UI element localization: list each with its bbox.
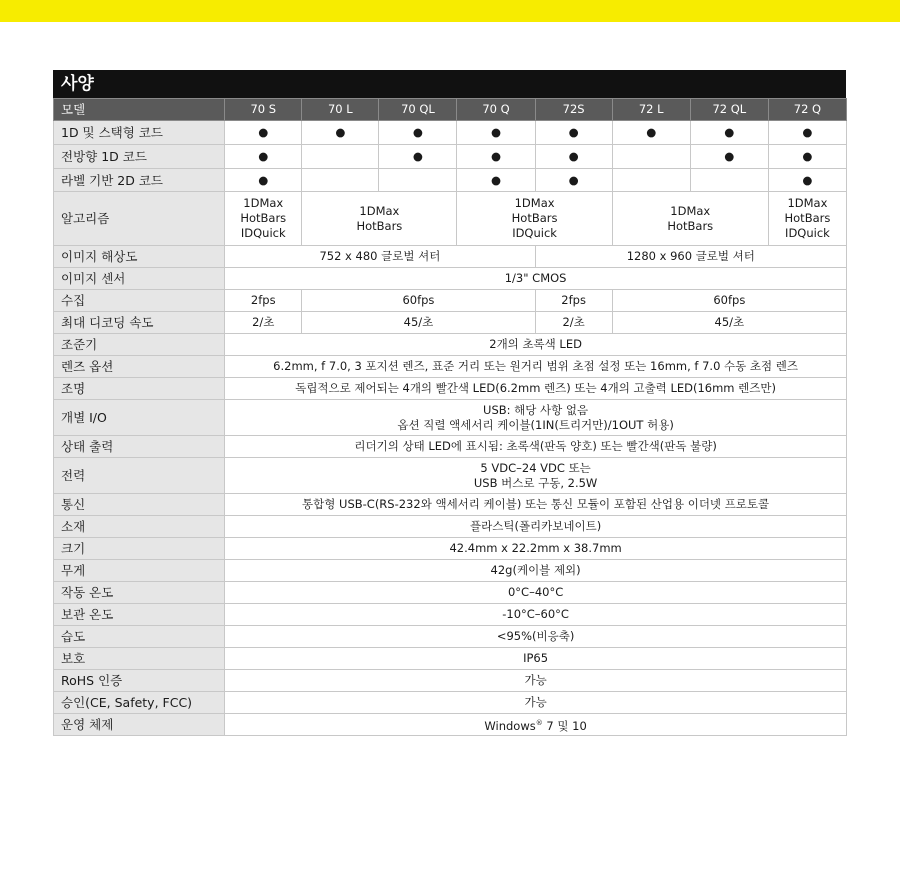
- support-dot: ●: [612, 121, 690, 145]
- model-70l: 70 L: [302, 99, 379, 121]
- algo-hotbars: HotBars: [511, 211, 558, 225]
- empty-cell: [612, 145, 690, 169]
- row-label: 보호: [54, 648, 225, 670]
- algo-1dmax: 1DMax: [514, 196, 555, 210]
- support-dot: ●: [302, 121, 379, 145]
- algo-1dmax: 1DMax: [787, 196, 828, 210]
- support-dot: ●: [768, 145, 846, 169]
- empty-cell: [302, 145, 379, 169]
- row-label: 습도: [54, 626, 225, 648]
- row-label-2d: [54, 169, 847, 192]
- support-dot: ●: [225, 145, 302, 169]
- row-label: 이미지 센서: [54, 268, 225, 290]
- row-label: 수집: [54, 290, 225, 312]
- row-lighting: [54, 378, 847, 400]
- top-accent-bar: [0, 0, 900, 22]
- algorithm-cell: [302, 192, 457, 246]
- row-label: 통신: [54, 494, 225, 516]
- empty-cell: [379, 169, 457, 192]
- support-dot: ●: [535, 145, 612, 169]
- row-label: 무게: [54, 560, 225, 582]
- acquisition-72-others: 60fps: [612, 290, 846, 312]
- io-line-1: USB: 해당 사항 없음: [483, 402, 589, 417]
- row-storage-temp: [54, 604, 847, 626]
- row-label: 승인(CE, Safety, FCC): [54, 692, 225, 714]
- support-dot: ●: [535, 169, 612, 192]
- model-72s: 72S: [535, 99, 612, 121]
- acquisition-70s: 2fps: [225, 290, 302, 312]
- support-dot: ●: [690, 145, 768, 169]
- os-windows: Windows: [484, 718, 536, 733]
- algorithm-cell: [612, 192, 768, 246]
- support-dot: ●: [457, 145, 535, 169]
- model-70q: 70 Q: [457, 99, 535, 121]
- row-label: 알고리즘: [54, 192, 225, 246]
- acquisition-72s: 2fps: [535, 290, 612, 312]
- row-label: 최대 디코딩 속도: [54, 312, 225, 334]
- algo-hotbars: HotBars: [667, 218, 714, 233]
- row-status: [54, 436, 847, 458]
- empty-cell: [302, 169, 379, 192]
- spec-title: 사양: [53, 70, 846, 98]
- sensor-value: 1/3" CMOS: [225, 268, 847, 290]
- row-os: [54, 714, 847, 736]
- io-line-2: 옵션 직렬 액세서리 케이블(1IN(트리거만)/1OUT 허용): [397, 417, 674, 432]
- row-label: 전력: [54, 458, 225, 494]
- row-size: [54, 538, 847, 560]
- resolution-70: 752 x 480 글로벌 셔터: [225, 246, 535, 268]
- support-dot: ●: [379, 145, 457, 169]
- os-value: [225, 714, 847, 736]
- row-op-temp: [54, 582, 847, 604]
- row-protection: [54, 648, 847, 670]
- protection-value: IP65: [225, 648, 847, 670]
- model-72q: 72 Q: [768, 99, 846, 121]
- row-decode-rate: [54, 312, 847, 334]
- row-material: [54, 516, 847, 538]
- os-versions: 7 및 10: [542, 718, 587, 733]
- support-dot: ●: [457, 169, 535, 192]
- row-power: [54, 458, 847, 494]
- status-value: 리더기의 상태 LED에 표시됨: 초록색(판독 양호) 또는 빨간색(판독 불량): [225, 436, 847, 458]
- algo-hotbars: HotBars: [240, 211, 287, 225]
- row-label: RoHS 인증: [54, 670, 225, 692]
- approvals-value: 가능: [225, 692, 847, 714]
- io-value: [225, 400, 847, 436]
- row-acquisition: [54, 290, 847, 312]
- decode-70-others: 45/초: [302, 312, 535, 334]
- algo-idquick: IDQuick: [512, 226, 557, 240]
- rohs-value: 가능: [225, 670, 847, 692]
- row-label: 크기: [54, 538, 225, 560]
- decode-72s: 2/초: [535, 312, 612, 334]
- row-label: 개별 I/O: [54, 400, 225, 436]
- spec-table: [53, 98, 847, 736]
- algo-hotbars: HotBars: [784, 211, 831, 225]
- algo-idquick: IDQuick: [240, 226, 286, 240]
- row-label: 1D 및 스택형 코드: [54, 121, 225, 145]
- support-dot: ●: [768, 169, 846, 192]
- row-1d-stacked: [54, 121, 847, 145]
- row-approvals: [54, 692, 847, 714]
- empty-cell: [690, 169, 768, 192]
- row-label: 보관 온도: [54, 604, 225, 626]
- algo-hotbars: HotBars: [356, 218, 403, 233]
- algorithm-cell: [225, 192, 302, 246]
- row-label: 작동 온도: [54, 582, 225, 604]
- material-value: 플라스틱(폴리카보네이트): [225, 516, 847, 538]
- power-value: [225, 458, 847, 494]
- size-value: 42.4mm x 22.2mm x 38.7mm: [225, 538, 847, 560]
- row-omni-1d: [54, 145, 847, 169]
- row-label: 조준기: [54, 334, 225, 356]
- lighting-value: 독립적으로 제어되는 4개의 빨간색 LED(6.2mm 렌즈) 또는 4개의 고출력 LED(16mm 렌즈만): [225, 378, 847, 400]
- row-label: 렌즈 옵션: [54, 356, 225, 378]
- support-dot: ●: [690, 121, 768, 145]
- storage-temp-value: -10°C–60°C: [225, 604, 847, 626]
- resolution-72: 1280 x 960 글로벌 셔터: [535, 246, 846, 268]
- humidity-value: <95%(비응축): [225, 626, 847, 648]
- power-line-1: 5 VDC–24 VDC 또는: [480, 460, 591, 475]
- model-72l: 72 L: [612, 99, 690, 121]
- row-lens: [54, 356, 847, 378]
- support-dot: ●: [535, 121, 612, 145]
- row-sensor: [54, 268, 847, 290]
- empty-cell: [612, 169, 690, 192]
- lens-value: 6.2mm, f 7.0, 3 포지션 렌즈, 표준 거리 또는 원거리 범위 초점 설정 또는 16mm, f 7.0 수동 초점 렌즈: [225, 356, 847, 378]
- row-label: 소재: [54, 516, 225, 538]
- header-label: 모델: [54, 99, 225, 121]
- row-label: 전방향 1D 코드: [54, 145, 225, 169]
- model-70ql: 70 QL: [379, 99, 457, 121]
- row-weight: [54, 560, 847, 582]
- comm-value: 통합형 USB-C(RS-232와 액세서리 케이블) 또는 통신 모듈이 포함된 산업용 이더넷 프로토콜: [225, 494, 847, 516]
- header-row: [54, 99, 847, 121]
- row-label: 라벨 기반 2D 코드: [54, 169, 225, 192]
- algo-1dmax: 1DMax: [243, 196, 284, 210]
- support-dot: ●: [225, 169, 302, 192]
- registered-mark: ®: [535, 718, 543, 727]
- row-algorithm: [54, 192, 847, 246]
- acquisition-70-others: 60fps: [302, 290, 535, 312]
- algo-1dmax: 1DMax: [670, 203, 711, 218]
- support-dot: ●: [457, 121, 535, 145]
- decode-72-others: 45/초: [612, 312, 846, 334]
- row-comm: [54, 494, 847, 516]
- row-rohs: [54, 670, 847, 692]
- model-72ql: 72 QL: [690, 99, 768, 121]
- aimer-value: 2개의 초록색 LED: [225, 334, 847, 356]
- algo-1dmax: 1DMax: [359, 203, 400, 218]
- model-70s: 70 S: [225, 99, 302, 121]
- op-temp-value: 0°C–40°C: [225, 582, 847, 604]
- support-dot: ●: [225, 121, 302, 145]
- algo-idquick: IDQuick: [785, 226, 830, 240]
- row-label: 상태 출력: [54, 436, 225, 458]
- power-line-2: USB 버스로 구동, 2.5W: [473, 475, 598, 490]
- weight-value: 42g(케이블 제외): [225, 560, 847, 582]
- row-label: 조명: [54, 378, 225, 400]
- decode-70s: 2/초: [225, 312, 302, 334]
- row-label: 이미지 해상도: [54, 246, 225, 268]
- row-label: 운영 체제: [54, 714, 225, 736]
- algorithm-cell: [457, 192, 612, 246]
- row-io: [54, 400, 847, 436]
- row-resolution: [54, 246, 847, 268]
- support-dot: ●: [768, 121, 846, 145]
- row-aimer: [54, 334, 847, 356]
- row-humidity: [54, 626, 847, 648]
- algorithm-cell: [768, 192, 846, 246]
- support-dot: ●: [379, 121, 457, 145]
